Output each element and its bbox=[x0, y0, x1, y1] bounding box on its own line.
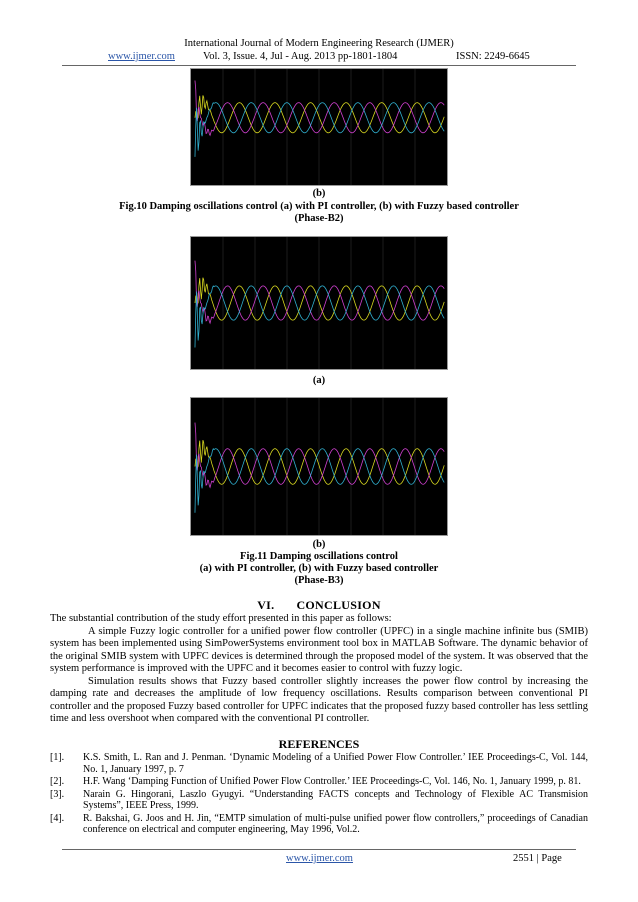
reference-text: K.S. Smith, L. Ran and J. Penman. ‘Dynamic Modeling of a Unified Power Flow Controller.’ IEE Proceedings-C, Vol. 144, No. 1, January 1997, p. 7 bbox=[83, 752, 588, 775]
fig10-b-plot bbox=[190, 68, 448, 186]
waveform-trace bbox=[195, 423, 444, 488]
header-website-link[interactable]: www.ijmer.com bbox=[108, 51, 175, 62]
fig10-caption: Fig.10 Damping oscillations control (a) with PI controller, (b) with Fuzzy based controller bbox=[119, 201, 519, 212]
waveform-trace bbox=[195, 103, 444, 157]
reference-item bbox=[50, 752, 588, 775]
section-title: CONCLUSION bbox=[296, 598, 381, 612]
references-list bbox=[50, 752, 588, 837]
reference-item bbox=[50, 776, 588, 788]
journal-title: International Journal of Modern Engineering Research (IJMER) bbox=[184, 38, 454, 49]
conclusion-intro: The substantial contribution of the study effort presented in this paper as follows: bbox=[50, 613, 392, 624]
waveform-trace bbox=[195, 81, 444, 136]
reference-item bbox=[50, 813, 588, 836]
fig11-phase: (Phase-B3) bbox=[294, 575, 344, 586]
footer-page-number: 2551 | Page bbox=[513, 853, 562, 864]
fig10-b-label: (b) bbox=[312, 188, 326, 199]
section-number: VI. bbox=[257, 598, 275, 612]
fig11-a-label: (a) bbox=[312, 375, 326, 386]
fig11-b-waveform bbox=[191, 398, 447, 535]
header-rule bbox=[62, 65, 576, 66]
waveform-trace bbox=[195, 449, 444, 513]
reference-text: H.F. Wang ‘Damping Function of Unified Power Flow Controller.’ IEE Proceedings-C, Vol. 146, No. 1, January 1999, p. 81. bbox=[83, 776, 581, 787]
reference-number: [1]. bbox=[50, 752, 65, 763]
footer-rule bbox=[62, 849, 576, 850]
reference-text: R. Bakshai, G. Joos and H. Jin, “EMTP simulation of multi-pulse unified power flow controllers,” proceedings of Canadian conference on electrical and computer engineering, May 1996, Vol.2. bbox=[83, 812, 588, 835]
waveform-trace bbox=[195, 261, 444, 323]
fig11-b-plot bbox=[190, 397, 448, 536]
header-volume: Vol. 3, Issue. 4, Jul - Aug. 2013 pp-1801-1804 bbox=[203, 51, 398, 62]
waveform-trace bbox=[195, 95, 444, 132]
fig11-a-waveform bbox=[191, 237, 447, 369]
reference-number: [3]. bbox=[50, 788, 65, 800]
conclusion-body bbox=[50, 613, 588, 726]
fig10-b-waveform bbox=[191, 69, 447, 185]
reference-number: [2]. bbox=[50, 776, 65, 787]
reference-text: Narain G. Hingorani, Laszlo Gyugyi. “Understanding FACTS concepts and Technology of Flexible AC Transmision Systems”, IEEE Press, 1999. bbox=[83, 788, 588, 811]
reference-item bbox=[50, 789, 588, 812]
header-issn: ISSN: 2249-6645 bbox=[456, 51, 530, 62]
fig11-a-plot bbox=[190, 236, 448, 370]
references-heading: REFERENCES bbox=[278, 737, 360, 751]
section-heading bbox=[0, 598, 638, 613]
fig11-caption-line1: Fig.11 Damping oscillations control bbox=[240, 551, 398, 562]
conclusion-paragraph-2: Simulation results shows that Fuzzy based controller slightly increases the power flow control by increasing the damping rate and decreases the amplitude of low frequency oscillations. Results comparison between conventional PI controller and the proposed Fuzzy based controller for UPFC indicates that the proposed fuzzy based controller has less settling time and less overshoot when compared with the conventional PI controller. bbox=[50, 675, 588, 724]
fig11-caption-line2: (a) with PI controller, (b) with Fuzzy based controller bbox=[199, 563, 439, 574]
reference-number: [4]. bbox=[50, 812, 65, 824]
waveform-trace bbox=[195, 440, 444, 484]
waveform-trace bbox=[195, 278, 444, 320]
waveform-trace bbox=[195, 286, 444, 348]
fig10-phase: (Phase-B2) bbox=[294, 213, 344, 224]
conclusion-paragraph-1: A simple Fuzzy logic controller for a unified power flow controller (UPFC) in a single machine infinite bus (SMIB) system has been implemented using SimPowerSystems environment tool box in MATLAB Software. The dynamic behavior of the original SMIB system with UPFC devices is determined through the proposed model of the system. It was observed that the system performance is improved with the UPFC and it becomes easier to control with fuzzy logic. bbox=[50, 625, 588, 674]
footer-website-link[interactable]: www.ijmer.com bbox=[286, 853, 353, 864]
fig11-b-label: (b) bbox=[312, 539, 326, 550]
